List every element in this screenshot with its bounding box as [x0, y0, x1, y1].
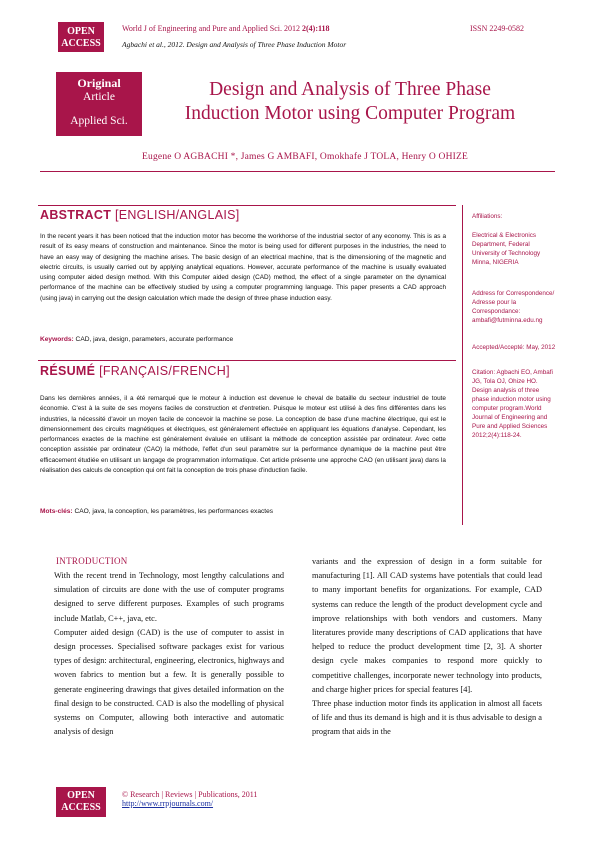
article-type-box	[56, 72, 142, 136]
resume-text: Dans les dernières années, il a été remarqué que le moteur à induction est devenue le cheval de bataille du secteur industriel de toute économie. C'est à la suite de ses moyens faciles de construction et d'entretien. Puisque le moteur est utilisé à des fins différentes dans les industries, la nécessité d'avoir un moyen facile de concevoir la machine se pose. La conception de base d'une machine électrique, qui est le dimensionnement des circuits magnétiques et électriques, est généralement effectuée en appliquant les équations d'analyse. Cependant, les performances exactes de la machine est généralement évaluée en utilisant la méthode de conception assistée par ordinateur. Avec cette conception assistée par ordinateur (CAO) la méthode, l'effet d'un seul paramètre sur la performance dynamique de la machine peut être efficacement étudiée en utilisant un langage de programmation informatique. Cet article présente une approche CAO (en utilisant java) dans la réalisation des calculs de conception qui ont fait la conception de trois phase d'induction facile.	[40, 395, 446, 475]
article-type-line1: Original	[77, 76, 121, 90]
keywords-text: CAD, java, design, parameters, accurate performance	[73, 336, 234, 343]
footer-copyright: © Research | Reviews | Publications, 2011	[122, 790, 258, 799]
badge-line1: OPEN	[67, 26, 95, 37]
journal-volume: 2(4):118	[302, 24, 330, 33]
abstract-heading	[40, 208, 240, 222]
journal-header	[122, 24, 330, 33]
resume-heading-sub: [FRANÇAIS/FRENCH]	[99, 364, 230, 378]
intro-column-1	[54, 569, 284, 739]
issn: ISSN 2249-0582	[470, 24, 525, 33]
correspondence-email[interactable]: ambafi@futminna.edu.ng	[472, 317, 543, 324]
intro-column-2	[312, 555, 542, 740]
affiliations: Electrical & Electronics Department, Federal University of Technology Minna, NIGERIA	[472, 232, 541, 266]
footer-url[interactable]: http://www.rrpjournals.com/	[122, 799, 214, 808]
footer-badge-line1: OPEN	[67, 790, 95, 801]
intro-paragraph-4: Three phase induction motor finds its application in almost all facets of life and thus its demand is high and it is thus advisable to design a program that aids in the	[312, 699, 542, 737]
resume-rule	[38, 360, 456, 361]
abstract-heading-main: ABSTRACT	[40, 208, 112, 222]
intro-paragraph-3: variants and the expression of design in a form suitable for manufacturing [1]. All CAD systems have potentials that could lead to many important benefits for organizations. For example, CAD systems can reduce the length of the product development cycle and improve relationships with both vendors and customers. Many literatures provide many descriptions of CAD applications that have helped to reduce the product development time [2, 3]. A shorter design cycle makes companies to respond more quickly to competitive challenges, incorporate newer technology into products, and charge higher prices for special features [4].	[312, 557, 542, 694]
sidebar	[472, 212, 556, 440]
intro-paragraph-1: With the recent trend in Technology, most lengthy calculations and simulation of circuits are done with the use of computer programs designed to serve different purposes. Examples of such programs include Matlab, C++, java, etc.	[54, 571, 284, 623]
introduction-heading: INTRODUCTION	[56, 556, 128, 566]
authors: Eugene O AGBACHI *, James G AMBAFI, Omokhafe J TOLA, Henry O OHIZE	[142, 152, 469, 162]
title-line2: Induction Motor using Computer Program	[184, 103, 516, 124]
abstract-keywords	[40, 336, 233, 343]
footer-open-access-badge	[56, 787, 106, 817]
affiliations-label: Affiliations:	[472, 213, 503, 220]
accepted-date: Accepted/Accepté: May, 2012	[472, 344, 556, 351]
sidebar-divider	[462, 205, 463, 525]
resume-keywords	[40, 508, 273, 515]
open-access-badge	[58, 22, 104, 52]
badge-line2: ACCESS	[61, 38, 101, 49]
intro-paragraph-2: Computer aided design (CAD) is the use of computer to assist in design processes. Specialised software packages exist for various types of design: architectural, engineering, electronics, highways and woven fabrics to mention but a few. It is generally possible to generate engineering drawings that gives detailed information on the final design to be constructed. CAD is also the modelling of physical systems on Computer, allowing both interactive and automatic analysis of design	[54, 627, 284, 737]
resume-heading-main: RÉSUMÉ	[40, 364, 96, 378]
paper-title	[150, 78, 550, 126]
correspondence-label: Address for Correspondence/ Adresse pour la Correspondance:	[472, 290, 555, 315]
abstract-heading-sub: [ENGLISH/ANGLAIS]	[114, 208, 240, 222]
footer-text	[122, 790, 257, 808]
keywords-label: Keywords:	[40, 336, 74, 343]
journal-name: World J of Engineering and Pure and Applied Sci. 2012	[122, 24, 302, 33]
mots-cles-text: CAO, java, la conception, les paramètres, les performances exactes	[72, 508, 274, 515]
resume-heading	[40, 364, 230, 378]
title-line1: Design and Analysis of Three Phase	[209, 79, 491, 100]
running-citation: Agbachi et al., 2012. Design and Analysis of Three Phase Induction Motor	[122, 40, 347, 49]
abstract-text: In the recent years it has been noticed that the induction motor has become the workhorse of the industrial sector of any economy. This is as a result of its easy means of construction and maintenance. Since the motor is being used for different purposes in the industries, the need to have an easy way of designing the machine arises. The basic design of an electrical machine, that is the dimensioning of the magnetic and electric circuits, is usually carried out by applying analytical equations. However, accurate performance of the machine is usually evaluated using computer aided design method. With this Computer aided design (CAD) method, the effect of a single parameter on the dynamical performance of the machine can be effectively studied by using a computer programming language. This paper presents a CAD approach (using java) in carrying out the design calculation which made the design of three phase induction easy.	[40, 233, 446, 302]
citation: Citation: Agbachi EO, Ambafi JG, Tola OJ, Ohize HO. Design analysis of three phase induction motor using computer program.World Journal of Engineering and Pure and Applied Sciences 2012;2(4):118-24.	[472, 369, 553, 439]
article-type-line2: Article	[83, 91, 115, 103]
mots-cles-label: Mots-clés:	[40, 508, 73, 515]
header-rule	[40, 171, 555, 172]
abstract-rule	[38, 205, 456, 206]
footer-badge-line2: ACCESS	[61, 802, 101, 813]
article-type-line3: Applied Sci.	[70, 115, 128, 127]
